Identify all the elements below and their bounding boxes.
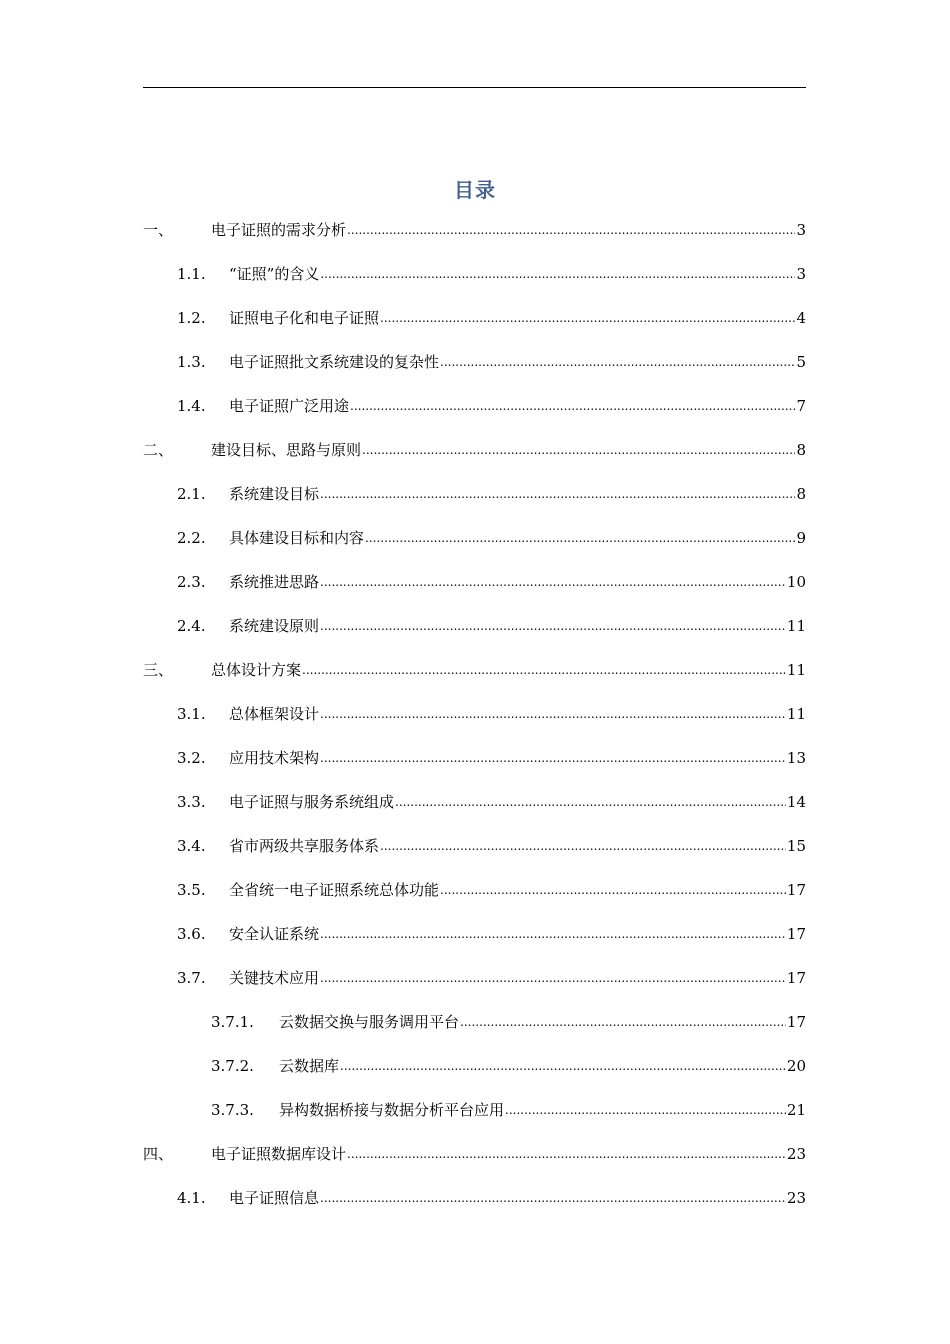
toc-entry-title: 系统建设目标 — [229, 485, 320, 503]
toc-entry-title: 电子证照的需求分析 — [211, 221, 347, 239]
toc-entry-number: 3.3. — [177, 793, 206, 811]
toc-entry-number: 3.1. — [177, 705, 206, 723]
toc-entry-page: 11 — [786, 617, 806, 635]
toc-entry-number: 4.1. — [177, 1189, 206, 1207]
toc-leader-dots — [440, 877, 786, 902]
toc-entry-title: 云数据库 — [279, 1057, 340, 1075]
toc-entry[interactable] — [143, 790, 806, 834]
toc-entry-number: 2.3. — [177, 573, 206, 591]
toc-entry-number: 3.6. — [177, 925, 206, 943]
toc-leader-dots — [380, 833, 786, 858]
toc-entry[interactable] — [143, 262, 806, 306]
toc-entry-number: 四、 — [143, 1145, 174, 1163]
toc-entry-page: 15 — [786, 837, 806, 855]
toc-entry-title: 电子证照广泛用途 — [229, 397, 350, 415]
toc-entry[interactable] — [143, 1054, 806, 1098]
toc-entry-page: 14 — [786, 793, 806, 811]
toc-entry-title: 安全认证系统 — [229, 925, 320, 943]
toc-entry-number: 2.1. — [177, 485, 206, 503]
toc-leader-dots — [460, 1009, 786, 1034]
toc-entry-title: 关键技术应用 — [229, 969, 320, 987]
toc-entry-title: 电子证照批文系统建设的复杂性 — [229, 353, 440, 371]
toc-entry-page: 17 — [786, 881, 806, 899]
toc-entry-page: 11 — [786, 705, 806, 723]
toc-leader-dots — [347, 217, 795, 242]
toc-entry-title: “证照”的含义 — [229, 265, 320, 283]
toc-entry-number: 一、 — [143, 221, 174, 239]
toc-entry[interactable] — [143, 306, 806, 350]
toc-entry-title: 省市两级共享服务体系 — [229, 837, 380, 855]
toc-entry-number: 三、 — [143, 661, 174, 679]
toc-entry-title: 证照电子化和电子证照 — [229, 309, 380, 327]
toc-entry-page: 17 — [786, 969, 806, 987]
toc-entry-page: 17 — [786, 925, 806, 943]
toc-entry-title: 总体框架设计 — [229, 705, 320, 723]
toc-entry[interactable] — [143, 658, 806, 702]
toc-entry-page: 23 — [786, 1189, 806, 1207]
toc-leader-dots — [302, 657, 786, 682]
toc-entry-number: 1.1. — [177, 265, 206, 283]
toc-entry-number: 3.2. — [177, 749, 206, 767]
toc-leader-dots — [320, 261, 795, 286]
toc-entry-page: 4 — [796, 309, 806, 327]
toc-entry-page: 3 — [796, 221, 806, 239]
toc-leader-dots — [350, 393, 795, 418]
toc-entry-number: 1.3. — [177, 353, 206, 371]
toc-entry-page: 3 — [796, 265, 806, 283]
toc-leader-dots — [505, 1097, 786, 1122]
toc-entry[interactable] — [143, 350, 806, 394]
toc-leader-dots — [440, 349, 795, 374]
toc-entry-page: 5 — [796, 353, 806, 371]
toc-entry-title: 系统建设原则 — [229, 617, 320, 635]
header-rule — [143, 87, 806, 88]
toc-entry-page: 11 — [786, 661, 806, 679]
toc-title: 目录 — [454, 178, 496, 202]
toc-leader-dots — [320, 1185, 786, 1210]
toc-entry-number: 2.4. — [177, 617, 206, 635]
toc-entry[interactable] — [143, 1142, 806, 1186]
toc-entry-number: 3.7.3. — [211, 1101, 254, 1119]
toc-leader-dots — [380, 305, 795, 330]
toc-entry[interactable] — [143, 218, 806, 262]
toc-entry-page: 8 — [796, 485, 806, 503]
toc-leader-dots — [320, 569, 786, 594]
toc-entry-number: 1.4. — [177, 397, 206, 415]
toc-entry-number: 3.5. — [177, 881, 206, 899]
toc-entry-page: 17 — [786, 1013, 806, 1031]
toc-entry-title: 应用技术架构 — [229, 749, 320, 767]
table-of-contents — [143, 218, 806, 1230]
toc-entry[interactable] — [143, 922, 806, 966]
toc-leader-dots — [362, 437, 795, 462]
toc-entry[interactable] — [143, 1010, 806, 1054]
toc-entry[interactable] — [143, 966, 806, 1010]
toc-entry-page: 21 — [786, 1101, 806, 1119]
toc-leader-dots — [395, 789, 786, 814]
toc-leader-dots — [320, 481, 795, 506]
toc-leader-dots — [320, 921, 786, 946]
toc-entry-title: 电子证照信息 — [229, 1189, 320, 1207]
toc-entry-number: 3.7.1. — [211, 1013, 254, 1031]
toc-entry-title: 系统推进思路 — [229, 573, 320, 591]
toc-leader-dots — [320, 745, 786, 770]
toc-leader-dots — [320, 701, 786, 726]
toc-leader-dots — [365, 525, 795, 550]
toc-leader-dots — [340, 1053, 786, 1078]
toc-entry-number: 1.2. — [177, 309, 206, 327]
toc-entry-page: 23 — [786, 1145, 806, 1163]
toc-entry-number: 3.7. — [177, 969, 206, 987]
toc-entry[interactable] — [143, 394, 806, 438]
toc-entry-title: 具体建设目标和内容 — [229, 529, 365, 547]
toc-leader-dots — [347, 1141, 786, 1166]
toc-entry[interactable] — [143, 1098, 806, 1142]
toc-entry[interactable] — [143, 834, 806, 878]
toc-entry-page: 13 — [786, 749, 806, 767]
toc-entry-title: 电子证照与服务系统组成 — [229, 793, 395, 811]
toc-entry[interactable] — [143, 482, 806, 526]
toc-entry[interactable] — [143, 526, 806, 570]
toc-entry-page: 20 — [786, 1057, 806, 1075]
toc-entry[interactable] — [143, 1186, 806, 1230]
toc-entry-title: 电子证照数据库设计 — [211, 1145, 347, 1163]
toc-entry-number: 3.7.2. — [211, 1057, 254, 1075]
toc-entry-page: 10 — [786, 573, 806, 591]
toc-entry[interactable] — [143, 746, 806, 790]
toc-entry-title: 异构数据桥接与数据分析平台应用 — [279, 1101, 505, 1119]
toc-entry-page: 8 — [796, 441, 806, 459]
toc-entry[interactable] — [143, 438, 806, 482]
toc-entry-title: 全省统一电子证照系统总体功能 — [229, 881, 440, 899]
toc-entry-page: 7 — [796, 397, 806, 415]
toc-entry-page: 9 — [796, 529, 806, 547]
toc-entry-number: 二、 — [143, 441, 174, 459]
toc-entry[interactable] — [143, 614, 806, 658]
toc-entry-number: 2.2. — [177, 529, 206, 547]
toc-entry-number: 3.4. — [177, 837, 206, 855]
toc-entry[interactable] — [143, 878, 806, 922]
toc-entry-title: 建设目标、思路与原则 — [211, 441, 362, 459]
toc-entry-title: 总体设计方案 — [211, 661, 302, 679]
toc-entry[interactable] — [143, 570, 806, 614]
toc-leader-dots — [320, 965, 786, 990]
toc-entry-title: 云数据交换与服务调用平台 — [279, 1013, 460, 1031]
toc-leader-dots — [320, 613, 786, 638]
toc-entry[interactable] — [143, 702, 806, 746]
